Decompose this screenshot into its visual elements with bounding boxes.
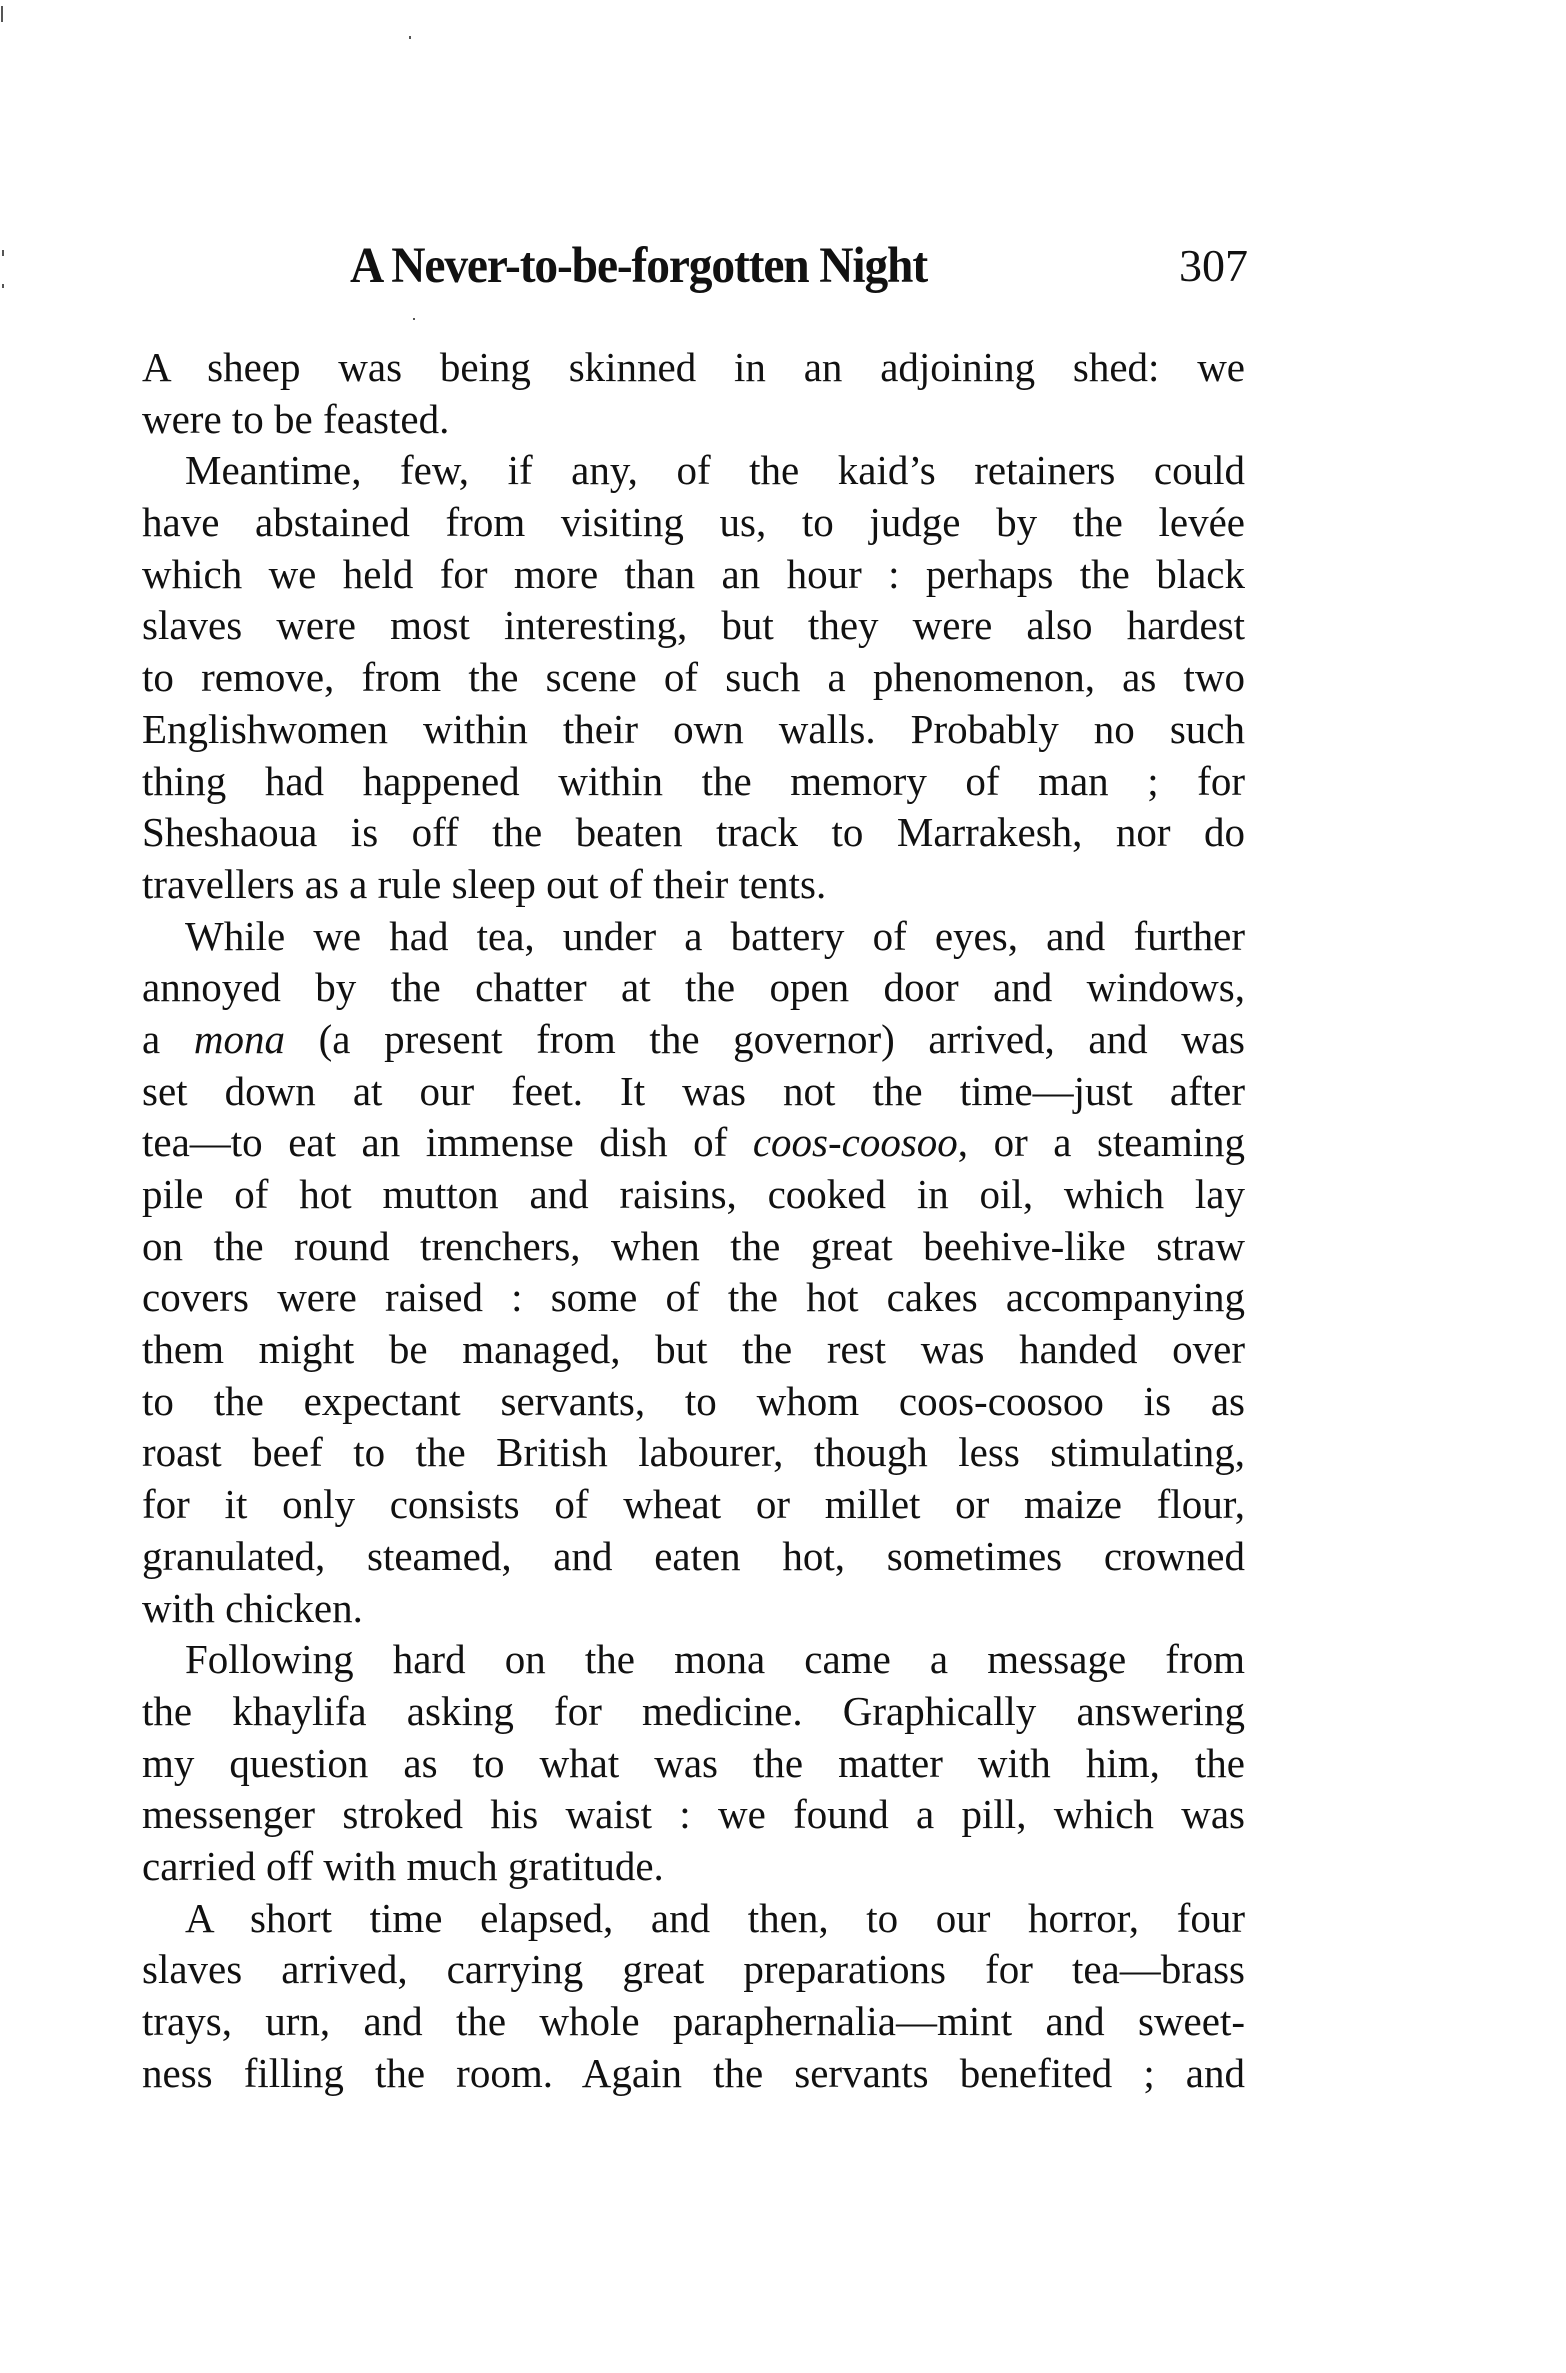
text-line: travellers as a rule sleep out of their tents. <box>142 860 827 907</box>
text-line: pile of hot mutton and raisins, cooked in oil, which lay <box>142 1171 1245 1217</box>
text-line: trays, urn, and the whole paraphernalia—mint and sweet- <box>142 1998 1245 2044</box>
text-line: covers were raised : some of the hot cakes accompanying <box>142 1274 1245 1321</box>
text-line: While we had tea, under a battery of eyes, and further <box>185 912 1245 959</box>
body-text <box>142 342 1245 2099</box>
text-line: with chicken. <box>142 1584 363 1631</box>
text-line: roast beef to the British labourer, though less stimulating, <box>142 1429 1245 1476</box>
text-line <box>142 1117 1245 1169</box>
scan-speck <box>2 284 4 288</box>
text-line: on the round trenchers, when the great beehive-like straw <box>142 1222 1245 1269</box>
text-line: Sheshaoua is off the beaten track to Marrakesh, nor do <box>142 809 1245 856</box>
scan-speck <box>409 36 411 39</box>
text-line: slaves arrived, carrying great preparations for tea—brass <box>142 1946 1245 1993</box>
text-line: them might be managed, but the rest was handed over <box>142 1326 1245 1373</box>
page-number: 307 <box>1179 240 1248 291</box>
text-line: to the expectant servants, to whom coos-coosoo is as <box>142 1377 1245 1424</box>
text-run: (a present from the governor) arrived, and was <box>284 1015 1246 1062</box>
text-line <box>142 1014 1245 1066</box>
text-line: set down at our feet. It was not the time—just after <box>142 1067 1245 1114</box>
text-line: Following hard on the mona came a message from <box>185 1636 1245 1683</box>
text-line: my question as to what was the matter with him, the <box>142 1739 1245 1786</box>
text-line: Meantime, few, if any, of the kaid’s retainers could <box>185 447 1245 494</box>
text-line: were to be feasted. <box>142 395 450 442</box>
text-line: messenger stroked his waist : we found a pill, which was <box>142 1791 1245 1838</box>
text-line: to remove, from the scene of such a phenomenon, as two <box>142 654 1245 701</box>
text-line: for it only consists of wheat or millet or maize flour, <box>142 1481 1245 1528</box>
text-run: , or a steaming <box>957 1119 1245 1166</box>
text-line: A short time elapsed, and then, to our horror, four <box>185 1894 1245 1941</box>
text-line: granulated, steamed, and eaten hot, sometimes crowned <box>142 1532 1245 1579</box>
text-run: a <box>142 1015 194 1062</box>
scan-speck <box>413 318 415 320</box>
scan-speck <box>1 6 3 22</box>
text-line: A sheep was being skinned in an adjoining shed: we <box>142 344 1245 390</box>
text-line: the khaylifa asking for medicine. Graphically answering <box>142 1687 1245 1734</box>
text-line: annoyed by the chatter at the open door and windows, <box>142 964 1245 1011</box>
running-title: A Never-to-be-forgotten Night <box>350 238 928 294</box>
italic-term: coos-coosoo <box>752 1119 958 1166</box>
text-line: thing had happened within the memory of man ; for <box>142 757 1245 804</box>
text-line: slaves were most interesting, but they were also hardest <box>142 602 1245 649</box>
text-line: have abstained from visiting us, to judge by the levée <box>142 499 1245 546</box>
text-line: which we held for more than an hour : perhaps the black <box>142 550 1245 597</box>
text-line: carried off with much gratitude. <box>142 1842 664 1889</box>
italic-term: mona <box>193 1015 285 1062</box>
text-line: Englishwomen within their own walls. Probably no such <box>142 705 1245 752</box>
text-line: ness filling the room. Again the servants benefited ; and <box>142 2049 1245 2096</box>
scan-speck <box>2 250 4 256</box>
text-run: tea—to eat an immense dish of <box>142 1119 753 1166</box>
